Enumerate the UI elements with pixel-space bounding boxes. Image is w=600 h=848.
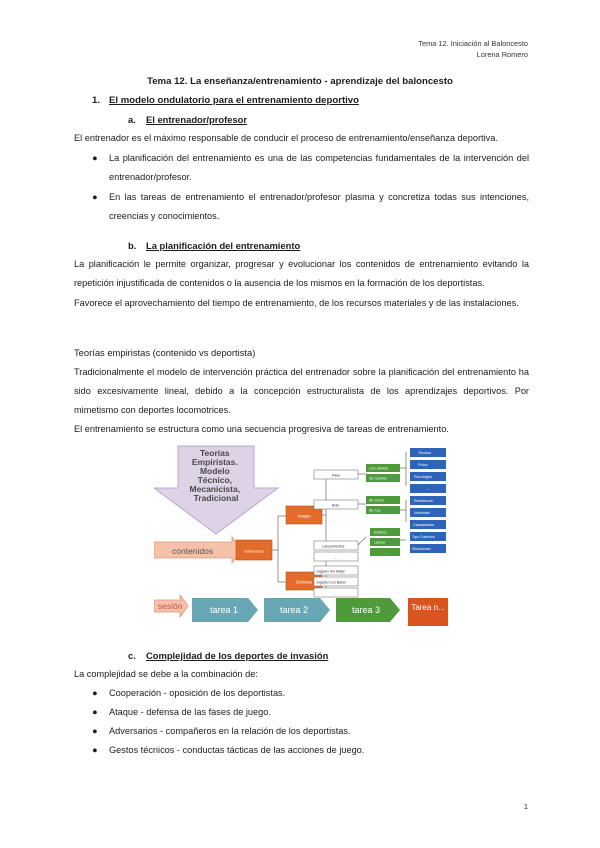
green-box-label: Con cambio	[369, 466, 389, 471]
green-box-label: ...	[383, 550, 386, 555]
bullet-text: En las tareas de entrenamiento el entrenador/profesor plasma y concretiza todas sus intenciones, creencias y conocimientos.	[109, 192, 529, 221]
green-box-label: Sin cambio	[369, 476, 387, 481]
white-box-label: Bote	[332, 503, 340, 508]
paragraph-aprovechamiento: Favorece el aprovechamiento del tiempo de entrenamiento, de los recursos materiales y de las instalaciones.	[74, 298, 519, 308]
defense-node-label: Defensa	[296, 579, 312, 585]
subsection-letter: c.	[128, 650, 136, 661]
green-box-label: Alt. Dcha	[369, 498, 384, 503]
bullet-icon: ●	[92, 707, 98, 717]
page-title: Tema 12. La enseñanza/entrenamiento - aprendizaje del baloncesto	[147, 76, 453, 87]
subsection-title: El entrenador/profesor	[146, 114, 248, 125]
section-number: 1.	[92, 95, 101, 106]
bullet-item	[92, 741, 529, 760]
subsection-a-heading	[128, 114, 247, 125]
task-3-label: tarea 3	[351, 605, 381, 615]
white-box-label: ...	[334, 591, 337, 596]
subsection-letter: b.	[128, 240, 137, 251]
attack-node-label: Ataque	[297, 513, 311, 519]
task-1-label: tarea 1	[209, 605, 239, 615]
bullet-item	[92, 684, 529, 703]
paragraph-secuencia: El entrenamiento se estructura como una secuencia progresiva de tareas de entrenamiento.	[74, 424, 449, 434]
bullet-icon: ●	[92, 745, 98, 755]
blue-box-label: Físico	[418, 463, 428, 467]
green-boxes	[366, 464, 400, 556]
blue-box-label: Situaciones	[412, 547, 431, 551]
white-box-label: Jugador con Balón	[316, 580, 346, 585]
blue-box-label: Técnica	[418, 451, 431, 455]
page-header	[418, 38, 528, 60]
theory-line: Empiristas.	[191, 457, 238, 467]
theory-line: Tradicional	[193, 493, 239, 503]
blue-box-label: Tipo Colectiva	[412, 535, 435, 539]
white-box-label: Lanzamientos	[322, 544, 345, 549]
white-box-label: Jugador Sin Balón	[316, 569, 346, 574]
bullet-text: Adversarios - compañeros en la relación de los deportistas.	[109, 726, 351, 736]
paragraph-complejidad: La complejidad se debe a la combinación de:	[74, 669, 258, 679]
theory-line: Teorías	[200, 448, 230, 458]
green-box-label: Lanzar	[374, 540, 385, 545]
paragraph-tradicionalmente: Tradicionalmente el modelo de intervención práctica del entrenador sobre la planificación del entrenamiento ha sido excesivamente lineal, debido a la concepción estructuralista de los aprendizajes deportivos. Por mimetismo con deportes locomotrices.	[74, 367, 529, 415]
bullet-text: Cooperación - oposición de los deportistas.	[109, 688, 286, 698]
section-1-heading	[92, 95, 359, 106]
bullet-item	[92, 722, 529, 741]
bullet-text: Gestos técnicos - conductas tácticas de las acciones de juego.	[109, 745, 365, 755]
bullet-item	[92, 149, 529, 187]
bullet-text: La planificación del entrenamiento es una de las competencias fundamentales de la intervención del entrenador/profesor.	[109, 153, 529, 182]
bullet-icon: ●	[92, 726, 98, 736]
page-number: 1	[523, 802, 528, 811]
blue-box-label: Velocidad	[414, 511, 430, 515]
bullet-icon: ●	[92, 688, 98, 698]
sesion-label: sesión	[158, 601, 183, 611]
bullet-icon: ●	[92, 153, 98, 163]
bullet-item	[92, 703, 529, 722]
white-box-label: ...	[334, 555, 337, 560]
task-2-label: tarea 2	[279, 605, 309, 615]
theory-line: Mecanicista,	[189, 484, 241, 494]
diagram-figure	[154, 444, 450, 630]
subsection-letter: a.	[128, 114, 136, 125]
theory-line: Técnico,	[197, 475, 233, 485]
subsection-title: Complejidad de los deportes de invasión	[146, 650, 329, 661]
theory-line: Modelo	[199, 466, 230, 476]
blue-box	[410, 460, 446, 469]
task-n-label: Tarea n...	[411, 603, 445, 612]
header-author: Lorena Romero	[476, 50, 528, 59]
green-box-label: Alt. Izq.	[369, 508, 381, 513]
blue-box-label: Resistencia	[414, 499, 433, 503]
subsection-title: La planificación del entrenamiento	[146, 240, 301, 251]
section-title: El modelo ondulatorio para el entrenamiento deportivo	[109, 95, 359, 106]
bullet-icon: ●	[92, 192, 98, 202]
root-node-label: Entrenador	[244, 548, 264, 554]
blue-box-label: ...	[426, 487, 429, 491]
blue-boxes	[410, 448, 446, 553]
paragraph-entrenador: El entrenador es el máximo responsable de conducir el proceso de entrenamiento/enseñanza deportiva.	[74, 133, 498, 143]
paragraph-planificacion: La planificación le permite organizar, progresar y evolucionar los contenidos de entrenamiento evitando la repetición injustificada de contenidos o la ausencia de los mismos en la formación de los deportistas.	[74, 259, 529, 288]
bullet-item	[92, 188, 529, 226]
blue-box-label: Psicológico	[414, 475, 433, 479]
bullet-text: Ataque - defensa de las fases de juego.	[109, 707, 271, 717]
green-box-label: Estático	[374, 530, 387, 535]
blue-box-label: Capacidades	[413, 523, 434, 527]
subsection-c-heading	[128, 650, 328, 661]
header-course: Tema 12. Iniciación al Baloncesto	[418, 39, 528, 48]
white-box-label: Pase	[332, 473, 341, 478]
subheading-teorias: Teorías empiristas (contenido vs deportista)	[74, 347, 256, 358]
subsection-b-heading	[128, 240, 300, 251]
contenidos-label: contenidos	[172, 546, 214, 556]
